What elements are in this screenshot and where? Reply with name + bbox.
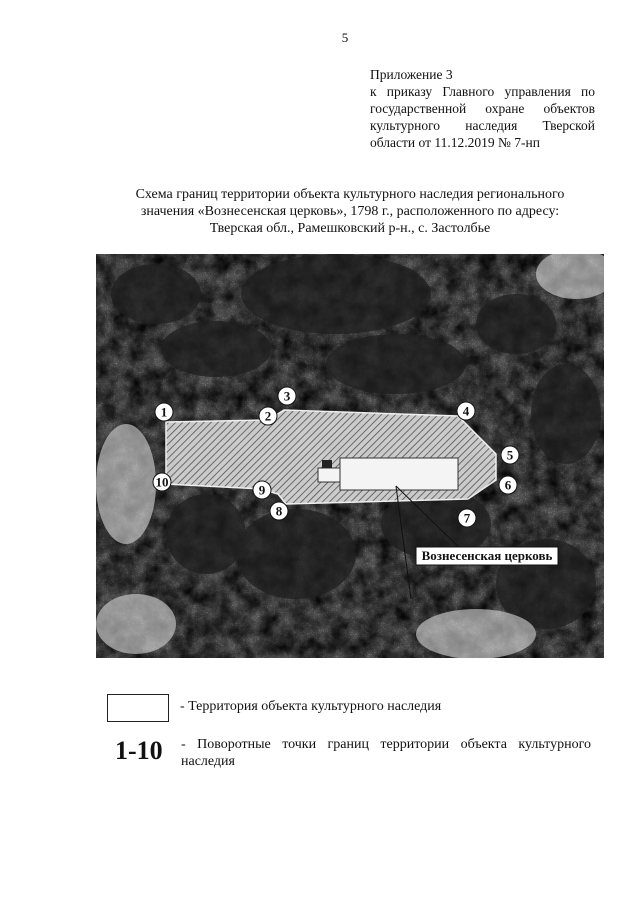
appendix-line: культурного наследия Тверской	[370, 118, 595, 133]
legend-territory-text: - Территория объекта культурного наследия	[180, 699, 442, 714]
point-label: 6	[504, 477, 512, 493]
church-building	[340, 458, 458, 490]
document-title	[70, 186, 630, 237]
legend-territory-swatch	[107, 694, 169, 722]
satellite-map	[96, 254, 604, 658]
appendix-line: к приказу Главного управления по	[370, 84, 595, 99]
point-label: 3	[283, 388, 291, 404]
point-label: 1	[160, 404, 168, 420]
point-label: 9	[258, 482, 266, 498]
legend-points-code: 1-10	[115, 736, 163, 765]
point-marker	[155, 403, 173, 421]
point-marker	[259, 407, 277, 425]
appendix-line: области от 11.12.2019 № 7-нп	[370, 135, 540, 150]
point-marker	[458, 509, 476, 527]
point-label: 10	[155, 474, 169, 490]
point-label: 4	[462, 403, 470, 419]
point-label: 5	[506, 447, 514, 463]
title-line: Тверская обл., Рамешковский р-н., с. Застолбье	[209, 221, 491, 236]
page-number: 5	[341, 30, 349, 45]
title-line: Схема границ территории объекта культурного наследия регионального	[135, 187, 565, 202]
point-label: 7	[463, 510, 471, 526]
point-marker	[501, 446, 519, 464]
point-marker	[278, 387, 296, 405]
point-label: 2	[264, 408, 272, 424]
appendix-line: Приложение 3	[370, 67, 453, 82]
appendix-header	[370, 66, 595, 151]
point-marker	[253, 481, 271, 499]
title-line: значения «Вознесенская церковь», 1798 г., расположенного по адресу:	[140, 204, 560, 219]
point-marker	[270, 502, 288, 520]
point-marker	[499, 476, 517, 494]
object-label-text: Вознесенская церковь	[421, 548, 553, 563]
point-marker	[457, 402, 475, 420]
point-label: 8	[275, 503, 283, 519]
appendix-line: государственной охране объектов	[370, 101, 595, 116]
object-label	[416, 547, 558, 565]
point-marker	[153, 473, 171, 491]
legend-points-text: - Поворотные точки границ территории объекта культурного наследия	[181, 737, 591, 769]
